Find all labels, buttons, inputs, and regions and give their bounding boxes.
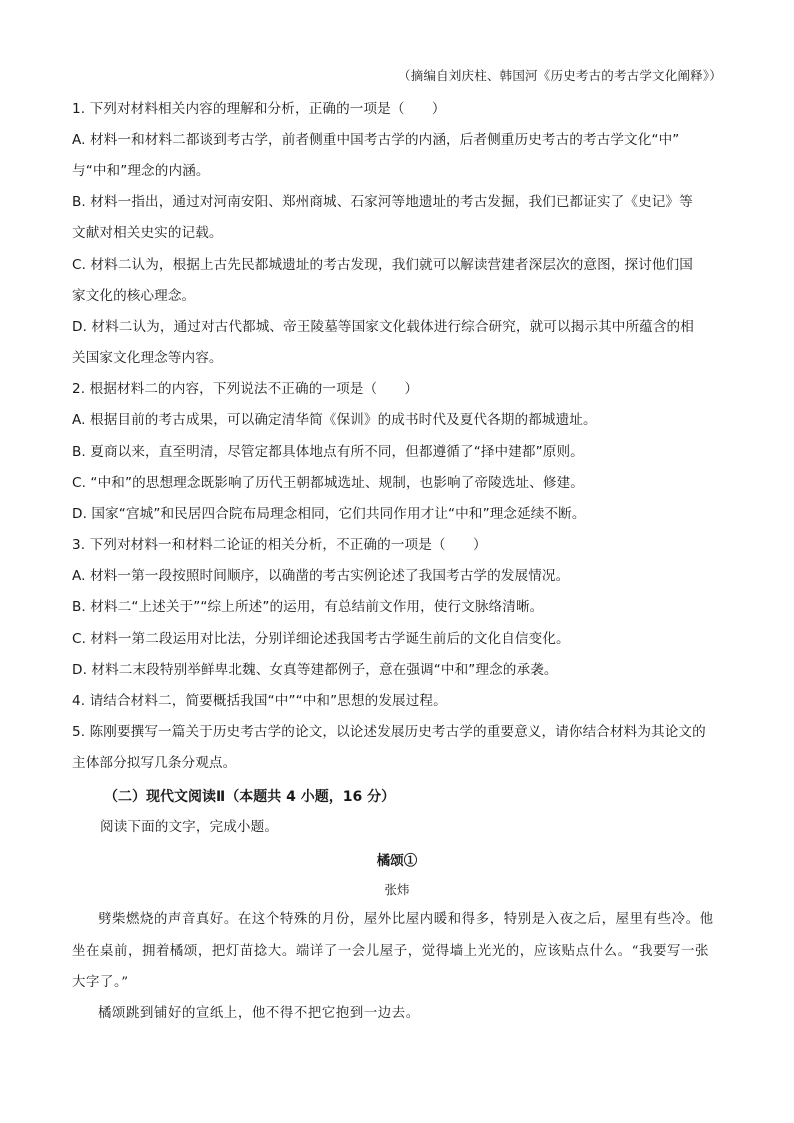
question-1-option-a: A. 材料一和材料二都谈到考古学，前者侧重中国考古学的内涵，后者侧重历史考古的考古学文化“中” bbox=[72, 132, 680, 148]
question-1-option-d-cont: 关国家文化理念等内容。 bbox=[72, 350, 223, 366]
reading-instruction: 阅读下面的文字，完成小题。 bbox=[100, 819, 279, 835]
story-author: 张炜 bbox=[384, 882, 410, 897]
question-2-option-a: A. 根据目前的考古成果，可以确定清华简《保训》的成书时代及夏代各期的都城遗址。 bbox=[72, 412, 597, 428]
story-paragraph-1-line-3: 大字了。” bbox=[72, 975, 129, 990]
question-3-option-c: C. 材料一第二段运用对比法，分别详细论述我国考古学诞生前后的文化自信变化。 bbox=[72, 631, 570, 647]
story-title: 橘颂① bbox=[376, 853, 418, 869]
question-2-option-c: C. “中和”的思想理念既影响了历代王朝都城选址、规制，也影响了帝陵选址、修建。 bbox=[72, 475, 584, 491]
question-3-stem: 3. 下列对材料一和材料二论证的相关分析，不正确的一项是（ ） bbox=[72, 537, 487, 553]
section-heading: （二）现代文阅读Ⅱ（本题共 4 小题，16 分） bbox=[104, 789, 396, 805]
story-paragraph-1-line-2: 坐在桌前，拥着橘颂，把灯苗捻大。端详了一会儿屋子，觉得墙上光光的，应该贴点什么。“我要写一张 bbox=[72, 944, 710, 959]
source-citation: （摘编自刘庆柱、韩国河《历史考古的考古学文化阐释》） bbox=[398, 68, 722, 83]
question-1-option-c-cont: 家文化的核心理念。 bbox=[72, 288, 196, 304]
question-1-option-c: C. 材料二认为，根据上古先民都城遗址的考古发现，我们就可以解读营建者深层次的意图，探讨他们国 bbox=[72, 257, 693, 273]
question-4-stem: 4. 请结合材料二，简要概括我国“中”“中和”思想的发展过程。 bbox=[72, 693, 447, 709]
question-1-option-d: D. 材料二认为，通过对古代都城、帝王陵墓等国家文化载体进行综合研究，就可以揭示其中所蕴含的相 bbox=[72, 319, 694, 335]
question-1-option-b: B. 材料一指出，通过对河南安阳、郑州商城、石家河等地遗址的考古发掘，我们已都证实了《史记》等 bbox=[72, 194, 693, 210]
question-3-option-b: B. 材料二“上述关于”“综上所述”的运用，有总结前文作用，使行文脉络清晰。 bbox=[72, 599, 544, 615]
story-paragraph-2: 橘颂跳到铺好的宣纸上，他不得不把它抱到一边去。 bbox=[98, 1006, 420, 1021]
question-1-option-a-cont: 与“中和”理念的内涵。 bbox=[72, 163, 210, 179]
question-1-stem: 1. 下列对材料相关内容的理解和分析，正确的一项是（ ） bbox=[72, 101, 446, 117]
question-5-stem-cont: 主体部分拟写几条分观点。 bbox=[72, 755, 237, 771]
question-3-option-a: A. 材料一第一段按照时间顺序，以确凿的考古实例论述了我国考古学的发展情况。 bbox=[72, 568, 570, 584]
question-2-option-b: B. 夏商以来，直至明清，尽管定都具体地点有所不同，但都遵循了“择中建都”原则。 bbox=[72, 444, 584, 460]
question-2-stem: 2. 根据材料二的内容，下列说法不正确的一项是（ ） bbox=[72, 381, 419, 397]
question-3-option-d: D. 材料二末段特别举鲜卑北魏、女真等建都例子，意在强调“中和”理念的承袭。 bbox=[72, 662, 558, 678]
question-1-option-b-cont: 文献对相关史实的记载。 bbox=[72, 225, 223, 241]
story-paragraph-1-line-1: 劈柴燃烧的声音真好。在这个特殊的月份，屋外比屋内暖和得多，特别是入夜之后，屋里有些冷。他 bbox=[98, 912, 714, 927]
question-2-option-d: D. 国家“宫城”和民居四合院布局理念相同，它们共同作用才让“中和”理念延续不断。 bbox=[72, 506, 586, 522]
question-5-stem: 5. 陈刚要撰写一篇关于历史考古学的论文，以论述发展历史考古学的重要意义，请你结合材料为其论文的 bbox=[72, 724, 706, 740]
